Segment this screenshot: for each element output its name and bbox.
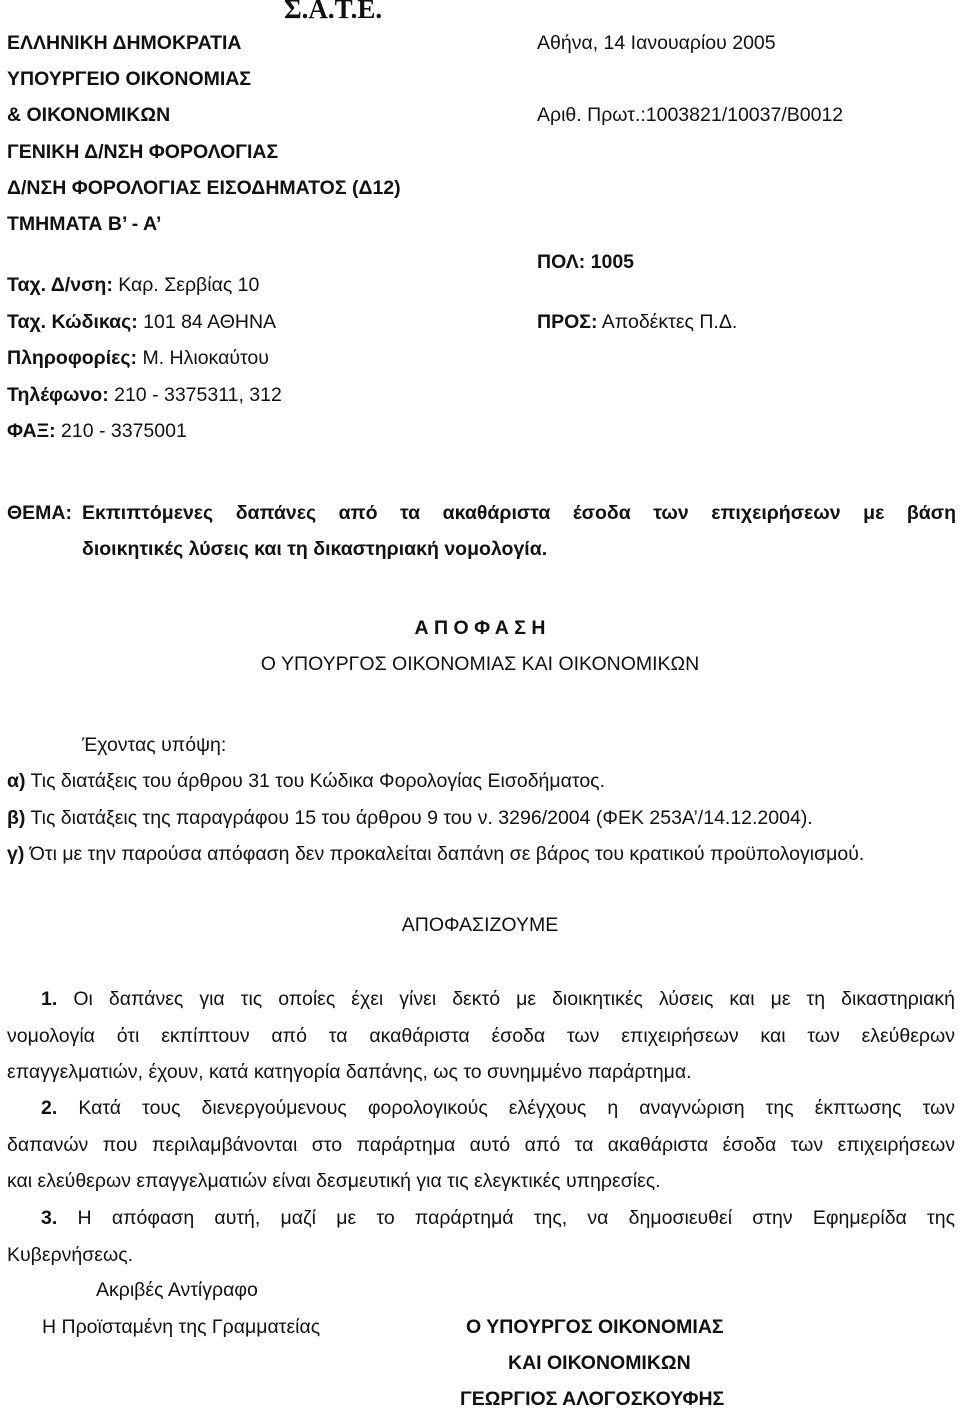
postal-code-line: Ταχ. Κώδικας: 101 84 ΑΘΗΝΑ	[7, 311, 277, 333]
consideration-item: α) Τις διατάξεις του άρθρου 31 του Κώδικα Φορολογίας Εισοδήματος.	[7, 770, 605, 792]
header-line: Δ/ΝΣΗ ΦΟΡΟΛΟΓΙΑΣ ΕΙΣΟΔΗΜΑΤΟΣ (Δ12)	[7, 177, 401, 199]
consideration-item: γ) Ότι με την παρούσα απόφαση δεν προκαλείται δαπάνη σε βάρος του κρατικού προϋπολογισμού.	[7, 843, 865, 865]
article-1	[7, 981, 955, 1091]
fax-line: ΦΑΞ: 210 - 3375001	[7, 420, 187, 442]
article-line: επαγγελματιών, έχουν, κατά κατηγορία δαπάνης, ως το συνημμένο παράρτημα.	[7, 1061, 692, 1083]
true-copy-label: Ακριβές Αντίγραφο	[96, 1279, 258, 1301]
minister-signature-title: Ο ΥΠΟΥΡΓΟΣ ΟΙΚΟΝΟΜΙΑΣ	[466, 1316, 724, 1338]
header-line: ΕΛΛΗΝΙΚΗ ΔΗΜΟΚΡΑΤΙΑ	[7, 32, 242, 54]
address-line: Ταχ. Δ/νση: Καρ. Σερβίας 10	[7, 274, 260, 296]
header-line: ΓΕΝΙΚΗ Δ/ΝΣΗ ΦΟΡΟΛΟΓΙΑΣ	[7, 141, 279, 163]
header-line: & ΟΙΚΟΝΟΜΙΚΩΝ	[7, 104, 171, 126]
article-line: 3. Η απόφαση αυτή, μαζί με το παράρτημά της, να δημοσιευθεί στην Εφημερίδα της	[41, 1207, 955, 1229]
header-line: ΤΜΗΜΑΤΑ Β’ - Α’	[7, 213, 162, 235]
decision-title: Α Π Ο Φ Α Σ Η	[414, 617, 546, 639]
article-number: 3.	[41, 1207, 58, 1229]
pol-number: ΠΟΛ: 1005	[537, 251, 635, 273]
article-3	[7, 1200, 955, 1273]
article-line: νομολογία ότι εκπίπτουν από τα ακαθάριστα έσοδα των επιχειρήσεων και των ελεύθερων	[7, 1024, 955, 1047]
protocol-number: Αριθ. Πρωτ.:1003821/10037/Β0012	[537, 104, 844, 126]
minister-signature-title: ΚΑΙ ΟΙΚΟΝΟΜΙΚΩΝ	[508, 1352, 691, 1374]
date: Αθήνα, 14 Ιανουαρίου 2005	[537, 32, 776, 54]
article-line: 1. Οι δαπάνες για τις οποίες έχει γίνει δεκτό με διοικητικές λύσεις και με τη δικαστηριακή	[41, 988, 956, 1010]
recipients: ΠΡΟΣ: Αποδέκτες Π.Δ.	[537, 311, 738, 333]
subject-label: ΘΕΜΑ:	[7, 502, 72, 524]
decide-heading: ΑΠΟΦΑΣΙΖΟΥΜΕ	[401, 914, 559, 936]
minister-name: ΓΕΩΡΓΙΟΣ ΑΛΟΓΟΣΚΟΥΦΗΣ	[460, 1388, 725, 1410]
header-line: ΥΠΟΥΡΓΕΙΟ ΟΙΚΟΝΟΜΙΑΣ	[7, 68, 252, 90]
info-line: Πληροφορίες: Μ. Ηλιοκαύτου	[7, 347, 269, 369]
consideration-item: β) Τις διατάξεις της παραγράφου 15 του άρθρου 9 του ν. 3296/2004 (ΦΕΚ 253Α’/14.12.2004).	[7, 807, 813, 829]
sate-label: Σ.Α.Τ.Ε.	[284, 0, 383, 24]
article-number: 1.	[41, 988, 58, 1010]
subject-line: διοικητικές λύσεις και τη δικαστηριακή νομολογία.	[82, 538, 548, 560]
article-number: 2.	[41, 1097, 58, 1119]
article-line: 2. Κατά τους διενεργούμενους φορολογικούς ελέγχους η αναγνώριση της έκπτωσης των	[41, 1097, 955, 1119]
article-line: Κυβερνήσεως.	[7, 1243, 134, 1266]
article-2	[7, 1090, 955, 1200]
subject-line: Εκπιπτόμενες δαπάνες από τα ακαθάριστα έσοδα των επιχειρήσεων με βάση	[82, 502, 956, 524]
minister-title: Ο ΥΠΟΥΡΓΟΣ ΟΙΚΟΝΟΜΙΑΣ ΚΑΙ ΟΙΚΟΝΟΜΙΚΩΝ	[260, 653, 700, 675]
secretariat-head: Η Προϊσταμένη της Γραμματείας	[42, 1316, 321, 1338]
phone-line: Τηλέφωνο: 210 - 3375311, 312	[7, 384, 282, 406]
article-line: δαπανών που περιλαμβάνονται στο παράρτημα αυτό από τα ακαθάριστα έσοδα των επιχειρήσεων	[7, 1133, 955, 1156]
considering-label: Έχοντας υπόψη:	[82, 734, 227, 756]
article-line: και ελεύθερων επαγγελματιών είναι δεσμευτική για τις ελεγκτικές υπηρεσίες.	[7, 1170, 661, 1192]
